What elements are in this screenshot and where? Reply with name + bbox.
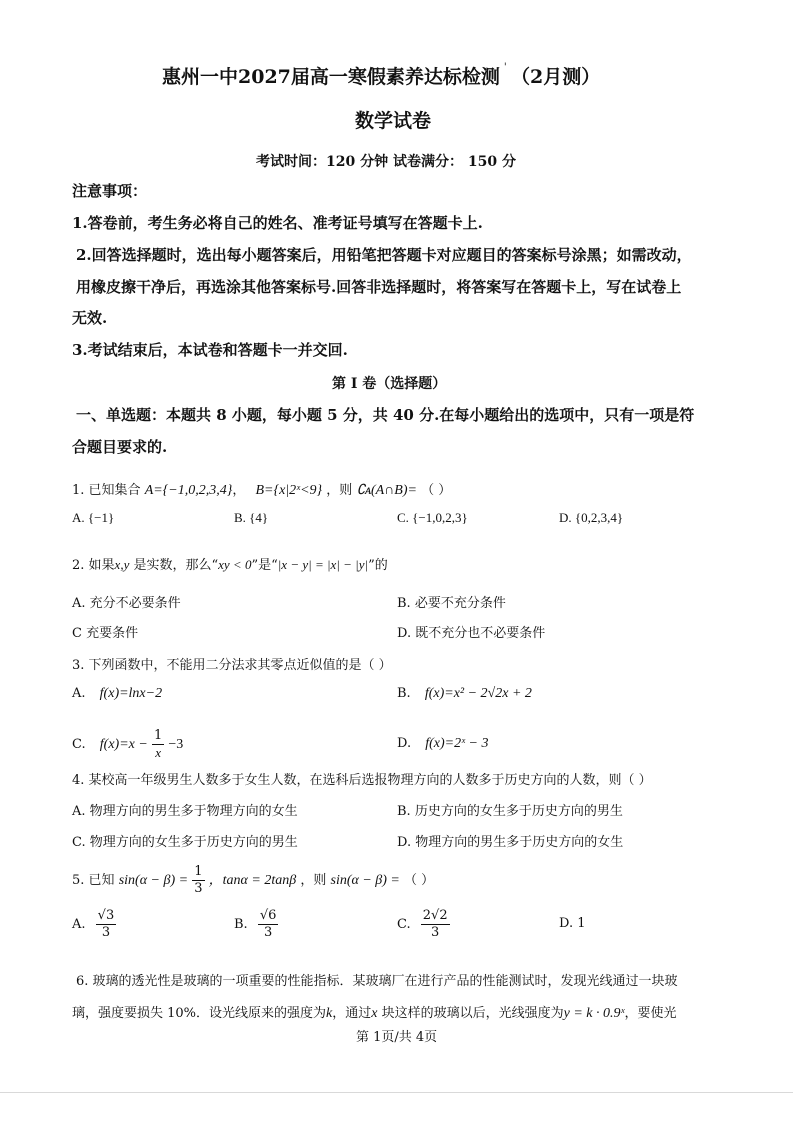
q3-label-a: A. <box>72 686 86 701</box>
q5-a-numerator: √3 <box>97 908 115 923</box>
q5-c-denominator: 3 <box>431 925 440 940</box>
q5-expression-1: sin(α − β) = <box>118 873 189 888</box>
q2-option-c: C 充要条件 <box>72 626 139 641</box>
q3-frac-denominator: x <box>155 745 161 760</box>
q5-option-d: D. 1 <box>559 916 586 931</box>
q5-option-c-fraction <box>421 908 450 941</box>
q6-formula: y = k · 0.9ˣ <box>563 1006 625 1021</box>
q6-text-d: ，要使光 <box>624 1006 677 1021</box>
title-paren: （ <box>510 66 530 88</box>
q5-b-denominator: 3 <box>263 925 273 940</box>
page-bottom-divider <box>0 1092 793 1093</box>
exam-title <box>162 62 600 89</box>
q2-option-b: B. 必要不充分条件 <box>397 596 506 611</box>
q2-prefix: 2. 如果 <box>72 558 115 573</box>
question-5-stem <box>72 864 434 897</box>
q4-option-a: A. 物理方向的男生多于物理方向的女生 <box>72 804 298 819</box>
notice-item-2-line1: 2.回答选择题时，选出每小题答案后，用铅笔把答题卡对应题目的答案标号涂黑；如需改动， <box>76 246 692 264</box>
q6-var-x: x <box>371 1006 378 1021</box>
q5-frac-denominator: 3 <box>194 881 203 896</box>
q5-a-denominator: 3 <box>101 925 111 940</box>
title-suffix: 月测） <box>543 66 601 88</box>
question-6-line1: 6. 玻璃的透光性是玻璃的一项重要的性能指标．某玻璃厂在进行产品的性能测试时，发现光线通过一块玻 <box>76 974 678 989</box>
q5-blank: （ ） <box>404 873 435 888</box>
q5-option-b-fraction <box>258 908 279 941</box>
section-one-line2: 合题目要求的. <box>72 438 168 456</box>
q2-mid2: ”是“ <box>251 558 278 573</box>
q1-option-b: B. {4} <box>234 510 269 525</box>
title-year: 2027 <box>238 66 291 88</box>
q5-expression-3: sin(α − β) = <box>330 873 400 888</box>
question-6-line2 <box>72 1002 676 1022</box>
q5-label-c: C. <box>397 917 411 932</box>
q6-text-c: 块这样的玻璃以后，光线强度为 <box>377 1006 564 1021</box>
question-3-stem: 3. 下列函数中，不能用二分法求其零点近似值的是（ ） <box>72 658 392 673</box>
q3-option-a <box>72 686 162 702</box>
q5-option-c <box>397 908 450 941</box>
q2-vars: x,y <box>114 557 130 572</box>
notice-item-1: 1.答卷前，考生务必将自己的姓名、准考证号填写在答题卡上. <box>72 214 483 232</box>
q2-condition-1: xy < 0 <box>218 557 252 572</box>
q5-option-a <box>72 908 116 941</box>
q5-b-numerator: √6 <box>259 908 277 923</box>
question-1-stem: 1. 已知集合 A={−1,0,2,3,4}， B={x|2ˣ<9} ，则 ∁ᴀ(A∩B)= （ ） <box>72 483 452 498</box>
q3-option-c <box>72 728 183 761</box>
q5-fraction <box>192 864 204 897</box>
exam-info: 考试时间：120 分钟 试卷满分： 150 分 <box>256 154 516 170</box>
title-name: 届高一寒假素养达标检测 <box>290 66 500 88</box>
q5-label-b: B. <box>234 917 248 932</box>
question-2-stem <box>72 554 388 573</box>
q6-text-b: ，通过 <box>332 1006 372 1021</box>
q3-formula-b: f(x)=x² − 2√2x + 2 <box>424 686 532 701</box>
title-mark: ' <box>503 62 507 73</box>
q5-expression-2: ，tanα = 2tanβ <box>208 873 297 888</box>
q4-option-b: B. 历史方向的女生多于历史方向的男生 <box>397 804 623 819</box>
q1-option-a: A. {−1} <box>72 510 115 525</box>
title-month: 2 <box>530 66 544 88</box>
q5-then: ，则 <box>300 873 327 888</box>
page-number: 第 1页/共 4页 <box>356 1030 438 1045</box>
q2-option-d: D. 既不充分也不必要条件 <box>397 626 546 641</box>
q4-option-d: D. 物理方向的男生多于历史方向的女生 <box>397 835 624 850</box>
q5-option-b <box>234 908 278 941</box>
section-one-line1: 一、单选题：本题共 8 小题，每小题 5 分，共 40 分.在每小题给出的选项中，只有一项是符 <box>76 406 695 424</box>
q1-blank: （ ） <box>421 483 452 498</box>
subject-title: 数学试卷 <box>355 110 432 132</box>
notice-item-2-line2: 用橡皮擦干净后，再选涂其他答案标号.回答非选择题时，将答案写在答题卡上，写在试卷上 <box>76 278 682 296</box>
notice-heading: 注意事项： <box>72 182 148 200</box>
q5-label-a: A. <box>72 917 86 932</box>
part-title: 第 I 卷（选择题） <box>332 376 447 392</box>
q2-option-a: A. 充分不必要条件 <box>72 596 181 611</box>
q3-formula-c-fraction <box>152 728 164 761</box>
q1-option-c: C. {−1,0,2,3} <box>397 510 468 525</box>
q3-option-d <box>397 736 489 752</box>
q5-frac-numerator: 1 <box>194 864 203 879</box>
q5-c-numerator: 2√2 <box>422 908 448 923</box>
q3-formula-c-left: f(x)=x − <box>99 737 148 752</box>
question-4-stem: 4. 某校高一年级男生人数多于女生人数，在选科后选报物理方向的人数多于历史方向的人数，则（ ） <box>72 773 652 788</box>
q6-var-k: k <box>326 1006 333 1021</box>
q1-set-b: B={x|2ˣ<9} <box>255 483 323 498</box>
q5-option-a-fraction <box>96 908 117 941</box>
q3-label-b: B. <box>397 686 411 701</box>
q2-mid: 是实数，那么“ <box>129 558 219 573</box>
q3-frac-numerator: 1 <box>153 728 163 743</box>
q6-text-a: 璃，强度要损失 10%．设光线原来的强度为 <box>72 1006 327 1021</box>
q1-set-a: A={−1,0,2,3,4} <box>144 483 233 498</box>
q1-prefix: 1. 已知集合 <box>72 483 141 498</box>
q3-formula-c-right: −3 <box>168 737 184 752</box>
title-school: 惠州一中 <box>162 66 239 88</box>
notice-item-3: 3.考试结束后，本试卷和答题卡一并交回. <box>72 341 348 359</box>
q3-option-b <box>397 686 532 702</box>
q3-formula-d: f(x)=2ˣ − 3 <box>425 736 489 751</box>
q1-option-d: D. {0,2,3,4} <box>559 510 624 525</box>
notice-item-2-line3: 无效. <box>72 309 108 327</box>
q2-end: ”的 <box>368 558 388 573</box>
q3-label-c: C. <box>72 737 86 752</box>
q3-formula-a: f(x)=lnx−2 <box>99 686 163 701</box>
q4-option-c: C. 物理方向的女生多于历史方向的男生 <box>72 835 298 850</box>
q3-label-d: D. <box>397 736 412 751</box>
q1-expression: ∁ᴀ(A∩B)= <box>356 483 417 498</box>
q2-condition-2: |x − y| = |x| − |y| <box>277 557 369 572</box>
q5-prefix: 5. 已知 <box>72 873 115 888</box>
q1-then: ，则 <box>326 483 353 498</box>
